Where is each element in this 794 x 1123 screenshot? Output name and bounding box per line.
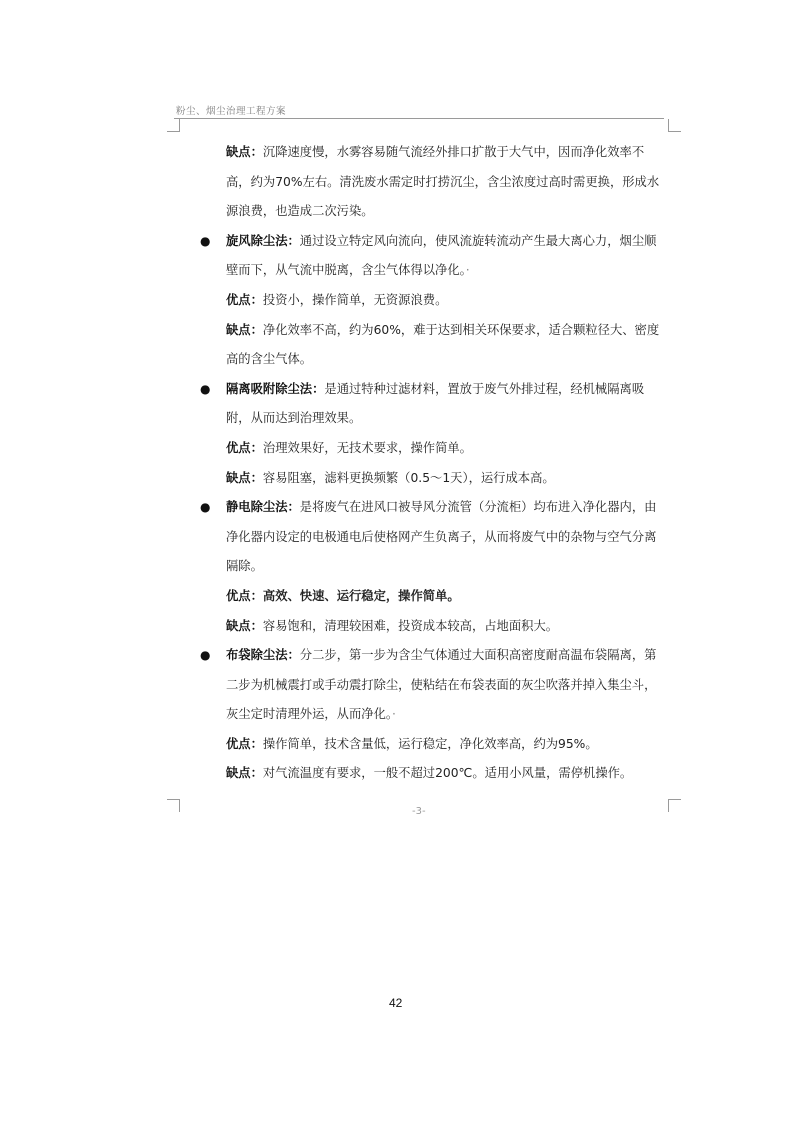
method-cons [200, 759, 668, 789]
method-description: 是将废气在进风口被导风分流管（分流柜）均布进入净化器内，由净化器内设定的电极通电后使格网产生负离子，从而将废气中的杂物与空气分离隔除。 [226, 500, 657, 574]
paragraph-mark: · [392, 707, 396, 722]
method-cons [200, 464, 668, 494]
bullet-icon: ● [200, 233, 211, 248]
pros-text: 高效、快速、运行稳定，操作简单。 [262, 588, 460, 603]
method-description: 通过设立特定风向流向，使风流旋转流动产生最大离心力，烟尘顺壁而下，从气流中脱离，含尘气体得以净化。 [226, 233, 657, 278]
method-cons [200, 316, 668, 375]
pros-text: 治理效果好，无技术要求，操作简单。 [262, 440, 472, 455]
cons-text: 容易阻塞，滤料更换频繁（0.5～1天），运行成本高。 [262, 470, 555, 485]
pros-label: 优点： [226, 736, 263, 751]
cons-text: 容易饱和，清理较困难，投资成本较高，占地面积大。 [262, 618, 559, 633]
paragraph-mark: · [465, 263, 470, 278]
method-filter-adsorption [200, 375, 668, 434]
inner-page-number: -3- [412, 806, 426, 817]
method-pros [200, 434, 668, 464]
bullet-icon: ● [200, 500, 211, 515]
crop-mark-bottom-left [167, 799, 180, 812]
bullet-icon: ● [200, 648, 211, 663]
cons-label: 缺点： [226, 766, 263, 781]
pros-label: 优点： [226, 292, 263, 307]
cons-label: 缺点： [226, 322, 263, 337]
crop-mark-bottom-right [668, 799, 681, 812]
pros-label: 优点： [226, 588, 263, 603]
method-pros [200, 582, 668, 612]
method-title: 隔离吸附除尘法： [226, 381, 325, 396]
page-number: 42 [389, 996, 403, 1010]
intro-cons-text: 沉降速度慢，水雾容易随气流经外排口扩散于大气中，因而净化效率不高，约为70%左右。清洗废水需定时打捞沉尘，含尘浓度过高时需更换，形成水源浪费，也造成二次污染。 [226, 145, 660, 219]
method-bag-filter [200, 641, 668, 730]
cons-label: 缺点： [226, 618, 263, 633]
method-cyclone [200, 227, 668, 286]
bullet-icon: ● [200, 381, 211, 396]
method-title: 旋风除尘法： [226, 233, 300, 248]
intro-cons-label: 缺点： [226, 145, 263, 159]
cons-label: 缺点： [226, 470, 263, 485]
body-text [200, 138, 668, 789]
method-electrostatic [200, 493, 668, 582]
crop-mark-top-right [668, 119, 681, 132]
method-pros [200, 730, 668, 760]
method-title: 静电除尘法： [226, 500, 300, 515]
running-header-title: 粉尘、烟尘治理工程方案 [176, 106, 287, 117]
cons-text: 净化效率不高，约为60%，难于达到相关环保要求，适合颗粒径大、密度高的含尘气体。 [226, 322, 660, 367]
crop-mark-top-left [167, 119, 180, 132]
pros-text: 投资小，操作简单，无资源浪费。 [262, 292, 448, 307]
method-description: 是通过特种过滤材料，置放于废气外排过程，经机械隔离吸附，从而达到治理效果。 [226, 381, 645, 426]
pros-text: 操作简单，技术含量低，运行稳定，净化效率高，约为95%。 [262, 736, 598, 751]
method-cons [200, 612, 668, 642]
intro-cons-paragraph [200, 138, 668, 227]
running-header-rule [174, 118, 664, 119]
pros-label: 优点： [226, 440, 263, 455]
method-title: 布袋除尘法： [226, 648, 300, 663]
cons-text: 对气流温度有要求，一般不超过200℃。适用小风量，需停机操作。 [262, 766, 633, 781]
method-pros [200, 286, 668, 316]
method-description: 分二步，第一步为含尘气体通过大面积高密度耐高温布袋隔离，第二步为机械震打或手动震打除尘，使粘结在布袋表面的灰尘吹落并掉入集尘斗，灰尘定时清理外运，从而净化。 [226, 648, 657, 722]
